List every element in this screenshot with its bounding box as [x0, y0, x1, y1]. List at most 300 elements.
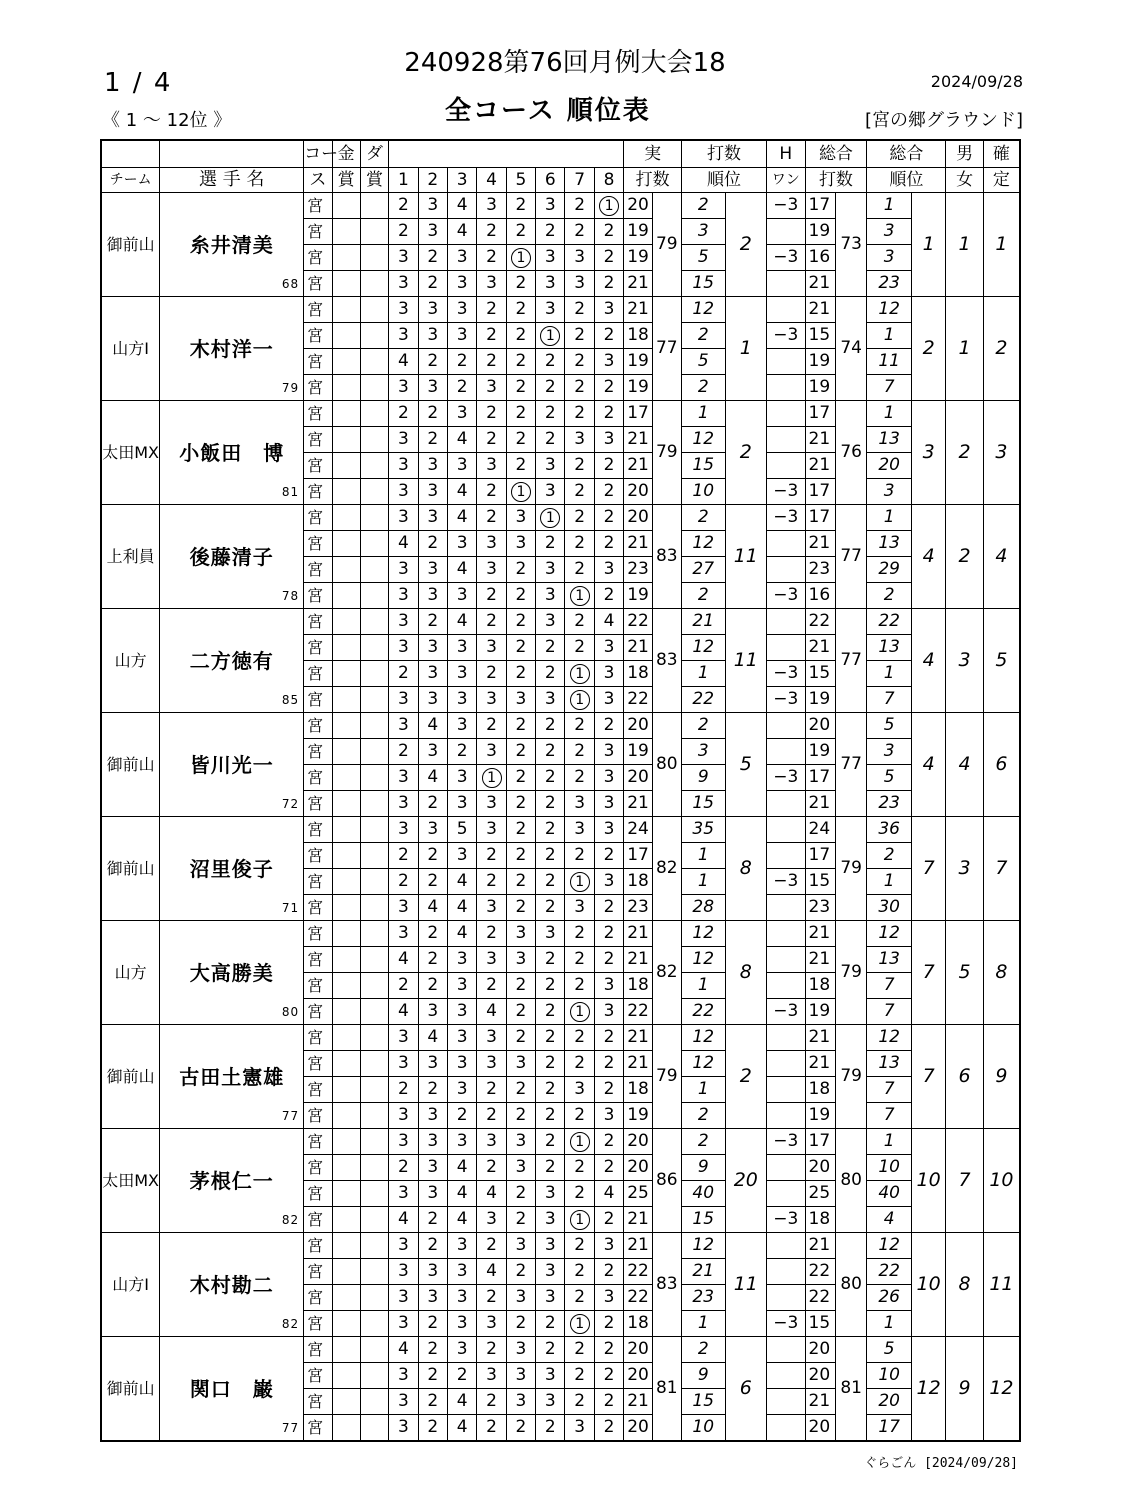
da-award-cell: [360, 1051, 388, 1077]
round-total-strokes: 19: [805, 739, 835, 765]
gold-award-cell: [332, 609, 360, 635]
round-rank: 27: [681, 557, 725, 583]
hole-score: [506, 479, 535, 505]
course-cell: 宮: [304, 1207, 332, 1233]
hole-score-value: 3: [574, 897, 586, 917]
hole-score-value: 2: [515, 715, 527, 735]
hole-score: [477, 401, 506, 427]
hole-score-value: 3: [515, 689, 527, 709]
final-rank: 4: [983, 505, 1020, 609]
hole-score: [506, 1077, 535, 1103]
round-total-strokes: 19: [805, 999, 835, 1025]
hole-score: [418, 1103, 447, 1129]
stroke-rank: 2: [725, 401, 767, 505]
hole-score: [506, 687, 535, 713]
hole-score-value: 3: [486, 897, 497, 917]
gold-award-cell: [332, 1025, 360, 1051]
player-age: 85: [281, 693, 300, 707]
round-total-rank: 36: [867, 817, 912, 843]
hole-in-one-bonus: −3: [767, 583, 806, 609]
round-total-rank: 20: [867, 453, 912, 479]
hole-score-value: 2: [515, 1417, 527, 1437]
hole-score-value: 3: [427, 195, 439, 215]
hole-score: [447, 245, 476, 271]
hole-score-value: 3: [456, 975, 468, 995]
round-total-strokes: 23: [805, 895, 835, 921]
hole-score-value: 3: [603, 429, 615, 449]
hole-score: [565, 427, 594, 453]
hole-score: [477, 323, 506, 349]
hole-score: [565, 973, 594, 999]
da-award-cell: [360, 323, 388, 349]
actual-strokes: 79: [652, 193, 681, 297]
player-age: 68: [281, 277, 300, 291]
hole-score-value: 3: [486, 1053, 497, 1073]
hole-score-value: 2: [574, 923, 586, 943]
gold-award-cell: [332, 531, 360, 557]
hole-score: [506, 583, 535, 609]
hole-score-value: 2: [515, 377, 527, 397]
hole-in-one-bonus: [767, 1155, 806, 1181]
hole-score-value: 2: [515, 351, 527, 371]
hole-score-value: 2: [427, 273, 439, 293]
hole-score: [389, 1207, 418, 1233]
course-cell: 宮: [304, 1337, 332, 1363]
hole-score-value: 2: [544, 897, 556, 917]
hole-score: [565, 687, 594, 713]
hole-score: [389, 765, 418, 791]
hole-score: [447, 713, 476, 739]
hole-score-value: 2: [544, 1053, 556, 1073]
hole-score: [477, 999, 506, 1025]
hole-score-value: 2: [515, 299, 527, 319]
report-title: 240928第76回月例大会18: [404, 48, 726, 78]
hole-in-one-bonus: −3: [767, 479, 806, 505]
gold-award-cell: [332, 505, 360, 531]
hole-in-one-mark: 1: [570, 664, 590, 684]
hole-score: [594, 453, 623, 479]
round-total: 20: [624, 1415, 652, 1442]
hole-score: [506, 271, 535, 297]
final-rank: 10: [983, 1129, 1020, 1233]
hole-in-one-bonus: −3: [767, 323, 806, 349]
hole-score-value: 2: [397, 975, 409, 995]
gender-rank: 3: [946, 609, 983, 713]
hole-score-value: 3: [544, 689, 556, 709]
hole-score-value: 2: [515, 221, 527, 241]
round-rank: 12: [681, 531, 725, 557]
hole-score: [477, 1155, 506, 1181]
hole-score: [536, 557, 565, 583]
hole-in-one-bonus: −3: [767, 869, 806, 895]
player-age: 82: [281, 1213, 300, 1227]
hole-score-value: 2: [603, 1027, 615, 1047]
round-total-strokes: 21: [805, 1051, 835, 1077]
hole-score-value: 2: [603, 1131, 615, 1151]
hole-score: [565, 1415, 594, 1442]
hole-score: [536, 687, 565, 713]
player-cell: [160, 921, 304, 1025]
hole-score-value: 2: [603, 1079, 615, 1099]
player-name: 小飯田 博: [179, 440, 285, 465]
hole-score-value: 3: [397, 455, 409, 475]
header-course: コー: [304, 140, 332, 168]
course-cell: 宮: [304, 245, 332, 271]
round-rank: 1: [681, 1311, 725, 1337]
player-name: 古田土憲雄: [179, 1064, 285, 1089]
hole-score: [477, 583, 506, 609]
hole-score: [565, 1051, 594, 1077]
course-cell: 宮: [304, 557, 332, 583]
hole-score: [389, 427, 418, 453]
hole-score-value: 2: [574, 949, 586, 969]
hole-score: [477, 895, 506, 921]
hole-score: [506, 193, 535, 219]
hole-score-value: 2: [515, 741, 527, 761]
hole-score: [447, 401, 476, 427]
hole-score-value: 2: [427, 949, 439, 969]
hole-score: [447, 349, 476, 375]
hole-score: [506, 791, 535, 817]
player-age: 82: [281, 1317, 300, 1331]
hole-score: [536, 1259, 565, 1285]
hole-score: [506, 245, 535, 271]
hole-score-value: 2: [515, 1105, 527, 1125]
hole-score-value: 2: [427, 403, 439, 423]
round-total-rank: 12: [867, 921, 912, 947]
round-rank: 21: [681, 609, 725, 635]
total-rank: 2: [911, 297, 945, 401]
hole-score-value: 3: [397, 1027, 409, 1047]
total-strokes: 77: [835, 609, 866, 713]
hole-score: [389, 349, 418, 375]
da-award-cell: [360, 1337, 388, 1363]
da-award-cell: [360, 921, 388, 947]
hole-score: [389, 1285, 418, 1311]
hole-score: [477, 1415, 506, 1442]
final-rank: 8: [983, 921, 1020, 1025]
round-total-rank: 12: [867, 297, 912, 323]
hole-score: [594, 1129, 623, 1155]
hole-score-value: 4: [397, 1209, 409, 1229]
round-total-rank: 1: [867, 1311, 912, 1337]
hole-score: [506, 427, 535, 453]
hole-score-value: 2: [544, 351, 556, 371]
hole-score-value: 2: [603, 533, 615, 553]
hole-score-value: 2: [544, 221, 556, 241]
hole-score: [418, 479, 447, 505]
hole-score-value: 3: [397, 767, 409, 787]
hole-score-value: 3: [427, 377, 439, 397]
hole-score-value: 2: [427, 871, 439, 891]
round-total: 20: [624, 479, 652, 505]
hole-score: [506, 375, 535, 401]
total-rank: 10: [911, 1129, 945, 1233]
course-cell: 宮: [304, 297, 332, 323]
hole-score: [565, 817, 594, 843]
hole-score: [594, 713, 623, 739]
hole-score: [565, 1363, 594, 1389]
round-rank: 15: [681, 1207, 725, 1233]
header-final: 確: [983, 140, 1020, 168]
hole-score-value: 3: [603, 793, 615, 813]
hole-score: [506, 531, 535, 557]
hole-score-value: 2: [574, 1105, 586, 1125]
hole-score-value: 2: [397, 221, 409, 241]
round-rank: 2: [681, 1103, 725, 1129]
hole-score: [506, 765, 535, 791]
gender-rank: 3: [946, 817, 983, 921]
hole-score-value: 3: [603, 351, 615, 371]
hole-score-value: 2: [544, 819, 556, 839]
hole-score: [506, 635, 535, 661]
hole-score: [536, 531, 565, 557]
hole-score: [565, 713, 594, 739]
hole-score: [447, 323, 476, 349]
hole-score: [536, 1051, 565, 1077]
hole-score-value: 2: [603, 455, 615, 475]
hole-score: [536, 739, 565, 765]
hole-score: [418, 453, 447, 479]
final-rank: 12: [983, 1337, 1020, 1442]
hole-score: [447, 505, 476, 531]
hole-score-value: 3: [456, 585, 468, 605]
player-name: 皆川光一: [189, 752, 274, 777]
course-cell: 宮: [304, 193, 332, 219]
hole-score: [477, 1181, 506, 1207]
round-total-strokes: 17: [805, 193, 835, 219]
hole-score-value: 3: [544, 1209, 556, 1229]
hole-score: [418, 1155, 447, 1181]
hole-in-one-mark: 1: [570, 1210, 590, 1230]
hole-score: [565, 1311, 594, 1337]
round-rank: 15: [681, 791, 725, 817]
round-total-strokes: 21: [805, 921, 835, 947]
hole-score: [447, 843, 476, 869]
hole-score: [418, 661, 447, 687]
hole-score-value: 2: [544, 1131, 556, 1151]
round-total-rank: 3: [867, 219, 912, 245]
round-total: 21: [624, 1051, 652, 1077]
hole-score: [389, 1311, 418, 1337]
hole-score: [447, 687, 476, 713]
hole-score-value: 2: [603, 1365, 615, 1385]
hole-score: [506, 1311, 535, 1337]
hole-score: [536, 1285, 565, 1311]
report-subtitle: 全コース 順位表: [445, 96, 651, 126]
hole-score: [565, 219, 594, 245]
hole-score-value: 3: [486, 637, 497, 657]
hole-score: [594, 479, 623, 505]
hole-score: [447, 973, 476, 999]
da-award-cell: [360, 1103, 388, 1129]
round-total-rank: 13: [867, 947, 912, 973]
round-rank: 1: [681, 843, 725, 869]
hole-score: [447, 375, 476, 401]
hole-score-value: 2: [544, 975, 556, 995]
hole-in-one-bonus: [767, 531, 806, 557]
hole-score: [389, 557, 418, 583]
hole-score-value: 3: [397, 377, 409, 397]
hole-score: [418, 401, 447, 427]
player-name: 木村洋一: [189, 336, 274, 361]
hole-score-value: 3: [456, 403, 468, 423]
hole-score-value: 4: [456, 481, 468, 501]
course-cell: 宮: [304, 921, 332, 947]
hole-score-value: 4: [397, 949, 409, 969]
hole-score: [565, 1103, 594, 1129]
course-cell: 宮: [304, 1077, 332, 1103]
table-row: [101, 609, 1020, 635]
da-award-cell: [360, 895, 388, 921]
hole-in-one-bonus: −3: [767, 245, 806, 271]
da-award-cell: [360, 1363, 388, 1389]
hole-in-one-mark: 1: [570, 1314, 590, 1334]
hole-score: [506, 661, 535, 687]
da-award-cell: [360, 193, 388, 219]
hole-score: [447, 661, 476, 687]
course-cell: 宮: [304, 739, 332, 765]
hole-score: [477, 739, 506, 765]
hole-score-value: 3: [397, 923, 409, 943]
round-total-rank: 40: [867, 1181, 912, 1207]
round-total-rank: 5: [867, 713, 912, 739]
round-total-strokes: 25: [805, 1181, 835, 1207]
hole-score: [418, 375, 447, 401]
hole-in-one-bonus: [767, 297, 806, 323]
round-total-rank: 3: [867, 739, 912, 765]
hole-score-value: 2: [574, 1157, 586, 1177]
da-award-cell: [360, 557, 388, 583]
hole-score-value: 2: [427, 1339, 439, 1359]
hole-score-value: 2: [574, 1287, 586, 1307]
round-total-strokes: 20: [805, 1155, 835, 1181]
hole-in-one-bonus: [767, 817, 806, 843]
final-rank: 5: [983, 609, 1020, 713]
hole-score-value: 3: [427, 1183, 439, 1203]
hole-score-value: 3: [397, 481, 409, 501]
hole-score: [565, 1285, 594, 1311]
total-rank: 4: [911, 505, 945, 609]
header-row-top: [101, 140, 1020, 168]
hole-score: [389, 245, 418, 271]
hole-score-value: 2: [427, 1235, 439, 1255]
hole-score-value: 4: [456, 221, 468, 241]
hole-in-one-bonus: [767, 895, 806, 921]
hole-score: [389, 609, 418, 635]
hole-score-value: 3: [544, 1183, 556, 1203]
hole-score: [389, 583, 418, 609]
hole-score-value: 2: [427, 611, 439, 631]
total-rank: 7: [911, 1025, 945, 1129]
round-total-strokes: 21: [805, 635, 835, 661]
hole-score-value: 2: [574, 403, 586, 423]
hole-score: [389, 869, 418, 895]
round-total-strokes: 22: [805, 1285, 835, 1311]
round-rank: 12: [681, 1025, 725, 1051]
hole-score-value: 2: [486, 1079, 497, 1099]
hole-score: [447, 1233, 476, 1259]
hole-score-value: 3: [486, 689, 497, 709]
hole-score-value: 4: [397, 1339, 409, 1359]
hole-score: [447, 895, 476, 921]
hole-score: [536, 765, 565, 791]
hole-score-value: 2: [574, 559, 586, 579]
round-total: 22: [624, 1285, 652, 1311]
hole-score-value: 3: [544, 481, 556, 501]
hole-score: [594, 271, 623, 297]
round-total: 21: [624, 921, 652, 947]
player-age: 72: [281, 797, 300, 811]
hole-score-value: 2: [544, 663, 556, 683]
hole-score-value: 3: [544, 1261, 556, 1281]
hole-score: [447, 193, 476, 219]
stroke-rank: 8: [725, 817, 767, 921]
da-award-cell: [360, 843, 388, 869]
hole-score: [594, 843, 623, 869]
hole-score-value: 2: [574, 637, 586, 657]
round-total-strokes: 21: [805, 427, 835, 453]
hole-score-value: 2: [574, 455, 586, 475]
hole-score-value: 2: [603, 949, 615, 969]
hole-score-value: 3: [456, 1079, 468, 1099]
round-total-strokes: 16: [805, 245, 835, 271]
hole-score-value: 3: [397, 1183, 409, 1203]
final-rank: 11: [983, 1233, 1020, 1337]
round-total: 21: [624, 1233, 652, 1259]
da-award-cell: [360, 1259, 388, 1285]
hole-score: [506, 557, 535, 583]
gold-award-cell: [332, 583, 360, 609]
round-rank: 3: [681, 739, 725, 765]
hole-score-value: 3: [456, 1313, 468, 1333]
header-hole-7: 7: [565, 168, 594, 193]
hole-score: [594, 895, 623, 921]
round-total: 20: [624, 1155, 652, 1181]
hole-score-value: 2: [574, 507, 586, 527]
hole-score: [565, 479, 594, 505]
header-course-2: ス: [304, 168, 332, 193]
hole-score-value: 3: [574, 273, 586, 293]
hole-score-value: 2: [603, 1157, 615, 1177]
hole-in-one-bonus: −3: [767, 1311, 806, 1337]
stroke-rank: 6: [725, 1337, 767, 1442]
hole-score-value: 3: [397, 1287, 409, 1307]
hole-score: [477, 505, 506, 531]
hole-score: [506, 1207, 535, 1233]
hole-score-value: 2: [397, 403, 409, 423]
hole-score: [389, 453, 418, 479]
hole-score: [594, 505, 623, 531]
hole-score: [447, 479, 476, 505]
hole-score: [565, 583, 594, 609]
round-total-strokes: 21: [805, 791, 835, 817]
team-name: 御前山: [101, 1337, 160, 1442]
round-rank: 12: [681, 921, 725, 947]
hole-score: [447, 453, 476, 479]
hole-score-value: 3: [544, 247, 556, 267]
round-rank: 2: [681, 1337, 725, 1363]
course-cell: 宮: [304, 349, 332, 375]
hole-score: [389, 1129, 418, 1155]
hole-score: [536, 947, 565, 973]
hole-score: [594, 765, 623, 791]
gold-award-cell: [332, 453, 360, 479]
hole-score-value: 3: [544, 923, 556, 943]
hole-score: [565, 843, 594, 869]
hole-in-one-bonus: [767, 453, 806, 479]
hole-score-value: 3: [456, 949, 468, 969]
